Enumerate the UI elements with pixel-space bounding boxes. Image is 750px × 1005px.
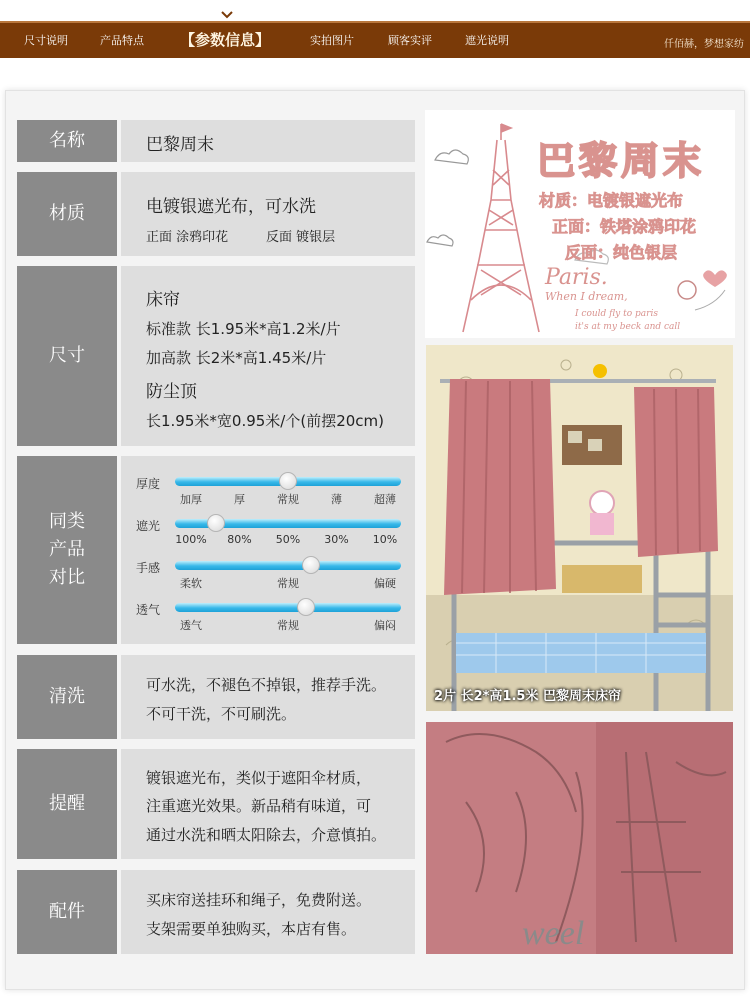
nav-features[interactable]: 产品特点 (100, 34, 144, 47)
comparison-metric-label: 厚度 (136, 477, 161, 491)
comparison-label-line: 产品 (49, 539, 85, 560)
comparison-tick-label: 偏硬 (374, 577, 396, 590)
spec-name-value: 巴黎周末 (146, 135, 214, 155)
comparison-tick-label: 10% (372, 533, 398, 546)
spec-row-accessories (17, 870, 415, 954)
comparison-tick-label: 100% (175, 533, 207, 546)
bunk-bed-photo (426, 345, 733, 711)
spec-row-cleaning (17, 655, 415, 739)
size-canopy-title: 防尘顶 (146, 382, 197, 402)
comparison-tick-label: 厚 (234, 493, 245, 506)
comparison-metric-label: 遮光 (136, 519, 161, 533)
fabric-closeup-illustration (426, 722, 733, 954)
comparison-slider-knob (302, 556, 320, 574)
spec-body (121, 749, 415, 859)
size-standard: 标准款 长1.95米*高1.2米/片 (146, 320, 341, 338)
brand-slogan: 仟佰赫，梦想家纺 (664, 39, 744, 50)
spec-label: 提醒 (17, 749, 117, 859)
comparison-tick-label: 常规 (277, 493, 299, 506)
cleaning-line: 不可干洗，不可刷洗。 (146, 705, 297, 723)
accessories-line: 支架需要单独购买，本店有售。 (146, 920, 357, 938)
spec-row-material (17, 172, 415, 256)
comparison-slider-track (175, 603, 401, 612)
nav-real-photos[interactable]: 实拍图片 (310, 34, 354, 47)
comparison-tick-label: 超薄 (374, 493, 396, 506)
reminder-line: 注重遮光效果。新品稍有味道，可 (146, 797, 372, 815)
top-nav (0, 23, 750, 58)
reminder-line: 镀银遮光布，类似于遮阳伞材质， (146, 769, 372, 787)
comparison-tick-label: 常规 (277, 577, 299, 590)
material-back: 反面 镀银层 (266, 230, 336, 245)
comparison-slider-knob (297, 598, 315, 616)
comparison-tick-label: 常规 (277, 619, 299, 632)
comparison-slider-knob (279, 472, 297, 490)
product-card-front: 正面：铁塔涂鸦印花 (552, 217, 697, 236)
material-front: 正面 涂鸦印花 (146, 230, 229, 245)
product-card-title: 巴黎周末 (537, 139, 706, 183)
comparison-slider-track (175, 561, 401, 570)
nav-parameters[interactable]: 【参数信息】 (180, 31, 271, 49)
spec-label: 材质 (17, 172, 117, 256)
spec-body (121, 655, 415, 739)
bunk-bed-illustration (426, 345, 733, 711)
comparison-body (121, 456, 415, 644)
comparison-tick-label: 薄 (331, 493, 342, 506)
product-title-card (425, 110, 735, 338)
spec-row-size (17, 266, 415, 446)
spec-body (121, 266, 415, 446)
comparison-label-line: 对比 (49, 567, 85, 588)
size-canopy: 长1.95米*宽0.95米/个(前摆20cm) (146, 412, 385, 430)
fly-script-line1: I could fly to paris (575, 309, 658, 319)
spec-label: 清洗 (17, 655, 117, 739)
accessories-line: 买床帘送挂环和绳子，免费附送。 (146, 891, 372, 909)
dream-script: When I dream, (545, 290, 628, 303)
comparison-tick-label: 透气 (180, 619, 202, 632)
size-curtain-title: 床帘 (146, 290, 180, 310)
size-tall: 加高款 长2米*高1.45米/片 (146, 349, 327, 367)
comparison-tick-label: 加厚 (180, 493, 202, 506)
nav-reviews[interactable]: 顾客实评 (388, 34, 432, 47)
spec-label (17, 456, 117, 644)
comparison-tick-label: 30% (324, 533, 349, 546)
comparison-slider-knob (207, 514, 225, 532)
fabric-closeup-photo (426, 722, 733, 954)
comparison-tick-label: 偏闷 (374, 619, 396, 632)
comparison-metric-label: 透气 (136, 603, 161, 617)
photo-caption: 2片 长2*高1.5米 巴黎周末床帘 (434, 689, 621, 704)
product-card-material: 材质：电镀银遮光布 (539, 191, 684, 210)
nav-shading-info[interactable]: 遮光说明 (465, 34, 509, 47)
comparison-tick-label: 柔软 (180, 577, 202, 590)
spec-label: 配件 (17, 870, 117, 954)
material-main: 电镀银遮光布，可水洗 (146, 197, 316, 217)
comparison-label-line: 同类 (49, 511, 85, 532)
comparison-metric-label: 手感 (136, 561, 161, 575)
product-card-back: 反面：纯色银层 (565, 243, 678, 262)
spec-body (121, 120, 415, 162)
cleaning-line: 可水洗，不褪色不掉银，推荐手洗。 (146, 676, 387, 694)
comparison-tick-label: 80% (227, 533, 252, 546)
spec-label: 尺寸 (17, 266, 117, 446)
paris-script: Paris. (545, 265, 608, 290)
fly-script-line2: it's at my beck and call (575, 322, 681, 332)
spec-row-reminder (17, 749, 415, 859)
comparison-tick-label: 50% (275, 533, 301, 546)
spec-label: 名称 (17, 120, 117, 162)
spec-row-comparison (17, 456, 415, 644)
nav-size-guide[interactable]: 尺寸说明 (24, 34, 68, 47)
reminder-line: 通过水洗和晒太阳除去，介意慎拍。 (146, 826, 387, 844)
chevron-down-icon (221, 10, 233, 20)
fabric-doodle-text: weel (522, 915, 585, 952)
spec-row-name (17, 120, 415, 162)
spec-body (121, 870, 415, 954)
spec-body (121, 172, 415, 256)
